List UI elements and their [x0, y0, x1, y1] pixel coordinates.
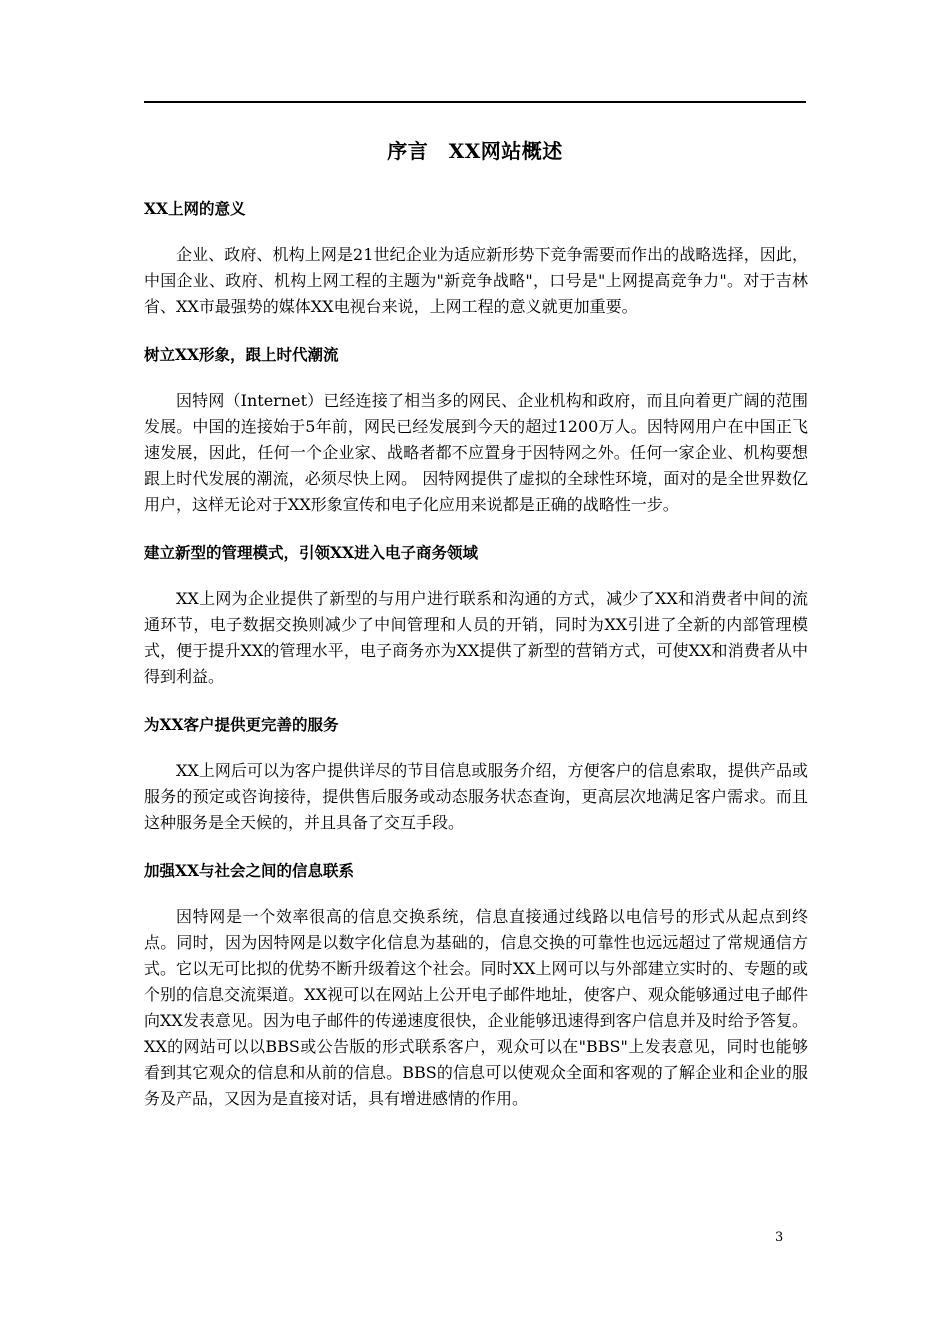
section-paragraph: 因特网是一个效率很高的信息交换系统，信息直接通过线路以电信号的形式从起点到终点。同时，因为因特网是以数字化信息为基础的，信息交换的可靠性也远远超过了常规通信方式。它以无可比拟的优势不断升级着这个社会。同时XX上网可以与外部建立实时的、专题的或个别的信息交流渠道。XX视可以在网站上公开电子邮件地址，使客户、观众能够通过电子邮件向XX发表意见。因为电子邮件的传递速度很快，企业能够迅速得到客户信息并及时给予答复。XX的网站可以以BBS或公告版的形式联系客户，观众可以在"BBS"上发表意见，同时也能够看到其它观众的信息和从前的信息。BBS的信息可以使观众全面和客观的了解企业和企业的服务及产品，又因为是直接对话，具有增进感情的作用。 — [144, 907, 808, 1108]
section-heading: 为XX客户提供更完善的服务 — [144, 715, 339, 734]
page-title: 序言 XX网站概述 — [387, 139, 563, 163]
section-image — [144, 342, 808, 518]
document-body — [144, 196, 808, 1112]
section-paragraph: 因特网（Internet）已经连接了相当多的网民、企业机构和政府，而且向着更广阔的范围发展。中国的连接始于5年前，网民已经发展到今天的超过1200万人。因特网用户在中国正飞速发展，因此，任何一个企业家、战略者都不应置身于因特网之外。任何一家企业、机构要想跟上时代发展的潮流，必须尽快上网。 因特网提供了虚拟的全球性环境，面对的是全世界数亿用户，这样无论对于XX形象宣传和电子化应用来说都是正确的战略性一步。 — [144, 391, 808, 514]
section-heading: 加强XX与社会之间的信息联系 — [144, 861, 355, 880]
section-information — [144, 858, 808, 1112]
section-heading: 建立新型的管理模式，引领XX进入电子商务领域 — [144, 543, 479, 562]
section-significance — [144, 196, 808, 320]
section-paragraph: XX上网为企业提供了新型的与用户进行联系和沟通的方式，减少了XX和消费者中间的流通环节，电子数据交换则减少了中间管理和人员的开销，同时为XX引进了全新的内部管理模式，便于提升XX的管理水平，电子商务亦为XX提供了新型的营销方式，可使XX和消费者从中得到利益。 — [144, 589, 808, 686]
section-service — [144, 712, 808, 836]
section-paragraph: 企业、政府、机构上网是21世纪企业为适应新形势下竞争需要而作出的战略选择，因此，中国企业、政府、机构上网工程的主题为"新竞争战略"，口号是"上网提高竞争力"。对于吉林省、XX市最强势的媒体XX电视台来说，上网工程的意义就更加重要。 — [144, 245, 808, 316]
section-heading: 树立XX形象，跟上时代潮流 — [144, 345, 339, 364]
page-number: 3 — [775, 1230, 784, 1245]
section-heading: XX上网的意义 — [144, 199, 246, 218]
header-rule — [144, 101, 806, 103]
section-paragraph: XX上网后可以为客户提供详尽的节目信息或服务介绍，方便客户的信息索取，提供产品或服务的预定或咨询接待，提供售后服务或动态服务状态查询，更高层次地满足客户需求。而且这种服务是全天候的，并且具备了交互手段。 — [144, 761, 808, 832]
section-management — [144, 540, 808, 690]
